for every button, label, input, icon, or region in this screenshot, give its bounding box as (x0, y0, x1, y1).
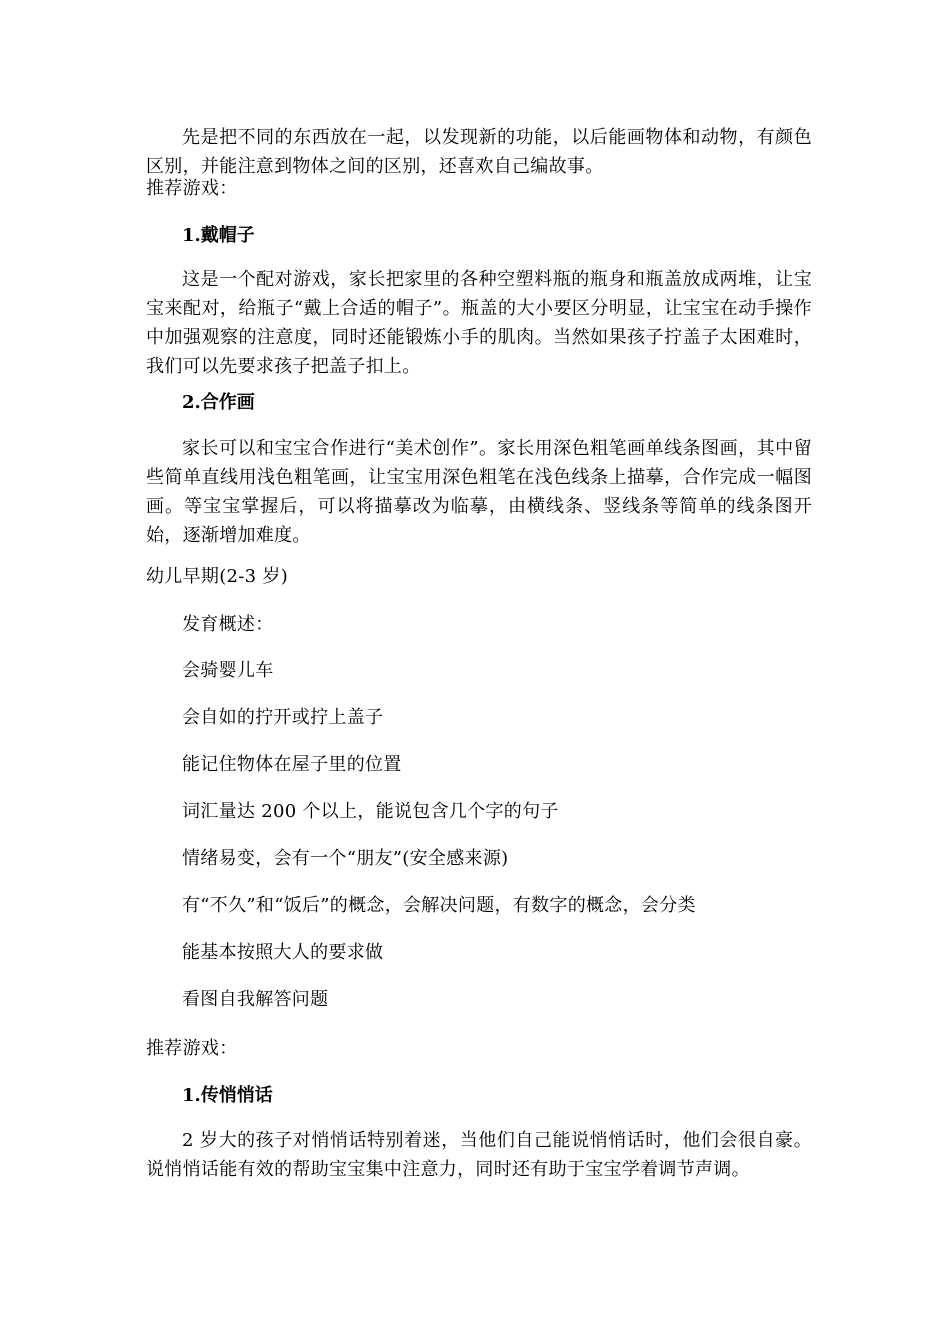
development-item: 词汇量达 200 个以上，能说包含几个字的句子 (182, 801, 559, 822)
development-item: 会自如的拧开或拧上盖子 (182, 707, 384, 728)
recommended-games-label: 推荐游戏： (146, 1038, 238, 1059)
game-title-hat: 1.戴帽子 (182, 225, 255, 246)
game-description-whisper: 2 岁大的孩子对悄悄话特别着迷，当他们自己能说悄悄话时，他们会很自豪。说悄悄话能有效的帮助宝宝集中注意力，同时还有助于宝宝学着调节声调。 (146, 1130, 812, 1180)
development-item: 能记住物体在屋子里的位置 (182, 754, 402, 775)
development-item: 会骑婴儿车 (182, 660, 274, 681)
game-description-drawing: 家长可以和宝宝合作进行“美术创作”。家长用深色粗笔画单线条图画，其中留些简单直线用浅色粗笔画，让宝宝用深色粗笔在浅色线条上描摹，合作完成一幅图画。等宝宝掌握后，可以将描摹改为临摹，由横线条、竖线条等简单的线条图开始，逐渐增加难度。 (146, 438, 812, 546)
development-item: 有“不久”和“饭后”的概念，会解决问题，有数字的概念，会分类 (182, 895, 696, 916)
development-item: 情绪易变，会有一个“朋友”(安全感来源) (182, 848, 509, 869)
recommended-games-label: 推荐游戏： (146, 178, 238, 199)
development-label: 发育概述： (182, 614, 274, 635)
section-title: 幼儿早期(2-3 岁) (146, 566, 289, 587)
intro-paragraph: 先是把不同的东西放在一起，以发现新的功能，以后能画物体和动物，有颜色区别，并能注意到物体之间的区别，还喜欢自己编故事。 (146, 127, 812, 177)
game-title-whisper: 1.传悄悄话 (182, 1085, 273, 1106)
game-title-drawing: 2.合作画 (182, 392, 255, 413)
game-description-hat: 这是一个配对游戏，家长把家里的各种空塑料瓶的瓶身和瓶盖放成两堆，让宝宝来配对，给瓶子“戴上合适的帽子”。瓶盖的大小要区分明显，让宝宝在动手操作中加强观察的注意度，同时还能锻炼小手的肌肉。当然如果孩子拧盖子太困难时，我们可以先要求孩子把盖子扣上。 (146, 269, 812, 377)
development-item: 看图自我解答问题 (182, 989, 329, 1010)
development-item: 能基本按照大人的要求做 (182, 942, 384, 963)
